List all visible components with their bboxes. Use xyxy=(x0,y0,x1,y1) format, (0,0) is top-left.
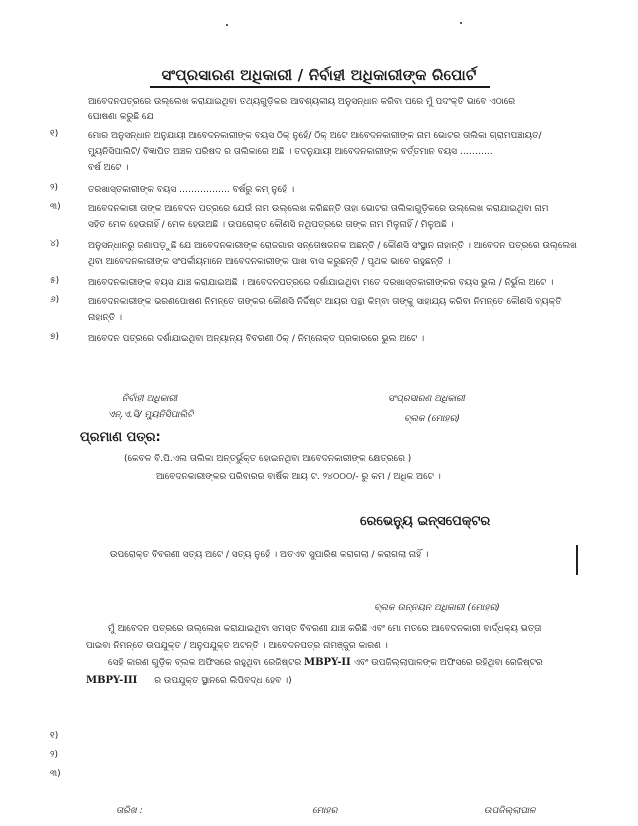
bottom-list-item: ୧) xyxy=(50,731,59,741)
bdo-line-4 xyxy=(86,674,292,688)
bdo-line-1: ମୁଁ ଆବେଦନ ପତ୍ରରେ ଉଲ୍ଲେଖ କରାଯାଇଥିବା ସମସ୍ତ ବିବରଣୀ ଯାଞ୍ଚ କରିଛି ଏବଂ ମୋ ମତରେ ଆବେଦନକାରୀ ବାର୍ଦ୍ଧକ୍ୟ ଭତ୍ତା xyxy=(108,624,542,634)
executive-officer-title: ନିର୍ବାହୀ ଅଧିକାରୀ xyxy=(122,394,178,404)
register-code-mbpy-ii: MBPY-II xyxy=(304,657,351,668)
bdo-line-2: ପାଇବା ନିମନ୍ତେ ଉପଯୁକ୍ତ / ଅନୁପଯୁକ୍ତ ଅଟନ୍ତି । ଆବେଦନପତ୍ର ନାମଞ୍ଜୁର କାରଣ । xyxy=(86,641,388,651)
scan-speck xyxy=(226,24,228,26)
item-number: ୧) xyxy=(50,129,59,139)
item-3-line-2: ସହିତ ମେଳ ହେଉନାହିଁ / ମେଳ ହେଉଅଛି । ଉପରୋକ୍ତ କୌଣସି ନଥିପତ୍ରରେ ତାଙ୍କ ନାମ ମିଳୁନାହିଁ / ମିଳୁଅଛି । xyxy=(88,220,454,230)
item-number: ୭) xyxy=(50,332,60,342)
item-3-line-1: ଆବେଦନକାରୀ ତାଙ୍କ ଆବେଦନ ପତ୍ରରେ ଯେଉଁ ନାମ ଉଲ୍ଲେଖ କରିଛନ୍ତି ତାହା ଭୋଟର ତାଲିକାଗୁଡ଼ିକରେ ଉଲ୍ଲେଖ କରାଯାଇଥିବା ନାମ xyxy=(88,204,549,214)
title-underline xyxy=(150,86,490,88)
extension-officer-title: ସଂପ୍ରସାରଣ ଅଧିକାରୀ xyxy=(388,394,465,404)
intro-line-2: ଘୋଷଣା କରୁଛି ଯେ xyxy=(88,112,154,122)
item-number: ୬) xyxy=(50,295,60,305)
footer-seal-label: ମୋହର xyxy=(312,806,338,816)
footer-sdo-label: ଉପଜିଲ୍ଲାପାଳ xyxy=(484,806,536,816)
item-2-line-1: ତରଖାସ୍ତକାରୀଙ୍କ ବୟସ …………….. ବର୍ଷରୁ କମ୍ ନୁହେଁ । xyxy=(88,185,295,195)
bdo-line-3-post: ଏବଂ ଉପଜିଲ୍ଲାପାଳଙ୍କ ଅଫିସରେ ରହିଥିବା ରେଜିଷ୍ଟର xyxy=(353,658,543,668)
footer-date-label: ତାରିଖ : xyxy=(116,806,143,816)
item-1-line-2: ମ୍ୟୁନିସିପାଲିଟି/ ବିଜ୍ଞାପିତ ଅଞ୍ଚଳ ପରିଷଦ ର ତାଲିକାରେ ଅଛି । ତଦନୁଯାୟୀ ଆବେଦନକାରୀଙ୍କ ବର୍ତ୍ତମାନ ବୟସ ……….. xyxy=(88,147,493,157)
certificate-line-2: ଆବେଦନକାରୀଙ୍କର ପରିବାରର ବାର୍ଷିକ ଆୟ ଟ. ୨୪୦୦୦/- ରୁ କମ / ଅଧିକ ଅଟେ । xyxy=(156,472,441,482)
bdo-line-4-post: ର ଉପଯୁକ୍ତ ସ୍ଥାନରେ ଲିପିବଦ୍ଧ ହେବ ।) xyxy=(154,676,292,686)
bdo-line-3 xyxy=(108,656,543,670)
report-title: ସଂପ୍ରସାରଣ ଅଧିକାରୀ / ନିର୍ବାହୀ ଅଧିକାରୀଙ୍କ ରିପୋର୍ଟ xyxy=(161,66,477,84)
certificate-line-1: (କେବଳ ବି.ପି.ଏଲ ତାଲିକା ଅନ୍ତର୍ଭୁକ୍ତ ହୋଇନଥିବା ଆବେଦନକାରୀଙ୍କ କ୍ଷେତ୍ରରେ ) xyxy=(124,454,412,464)
scan-speck xyxy=(460,22,462,24)
item-4-line-2: ଥିବା ଆବେଦନକାରୀଙ୍କ ସଂପର୍କୀୟମାନେ ଆବେଦନକାରୀଙ୍କ ପାଖ ବାସ କରୁଛନ୍ତି / ପୃଥକ ଭାବେ ରହୁଛନ୍ତି । xyxy=(88,257,451,267)
item-5-line-1: ଆବେଦନକାରୀଙ୍କ ବୟସ ଯାଞ୍ଚ କରାଯାଇଅଛି । ଆବେଦନପତ୍ରରେ ଦର୍ଶାଯାଇଥିବା ମତେ ଦରଖାସ୍ତକାରୀଙ୍କର ବୟସ ଭୁଲ / ନିର୍ଭୁଲ ଅଟେ । xyxy=(88,278,554,288)
margin-mark xyxy=(576,545,578,575)
bottom-list-item: ୨) xyxy=(50,750,58,760)
item-7-line-1: ଆବେଦନ ପତ୍ରରେ ଦର୍ଶାଯାଇଥିବା ଅନ୍ୟାନ୍ୟ ବିବରଣୀ ଠିକ୍ / ନିମ୍ନୋକ୍ତ ପ୍ରକାରରେ ଭୁଲ ଅଟେ । xyxy=(88,334,425,344)
item-number: ୫) xyxy=(50,276,60,286)
bdo-line-3-pre: ସେହି କାରଣ ଗୁଡ଼ିକ ବ୍ଲକ ଅଫିସରେ ରହୁଥିବା ରେଜିଷ୍ଟର xyxy=(108,658,302,668)
certificate-heading: ପ୍ରମାଣ ପତ୍ର: xyxy=(80,430,161,445)
bottom-list-item: ୩) xyxy=(50,769,61,779)
item-6-line-2: ନାହାନ୍ତି । xyxy=(88,313,123,323)
block-seal-label: ବ୍ଲକ (ମୋହର) xyxy=(404,414,460,424)
item-1-line-1: ମୋର ଅନୁସନ୍ଧାନ ଅନୁଯାୟୀ ଆବେଦନକାରୀଙ୍କ ବୟସ ଠିକ୍ ନୁହେଁ/ ଠିକ୍ ଅଟେ ଆବେଦନକାରୀଙ୍କ ନାମ ଭୋଟର ତାଲିକା ଗ୍ରାମପଞ୍ଚାୟତ/ xyxy=(88,131,542,141)
nac-municipality-label: ଏନ୍.ଏ.ସି/ ମ୍ୟୁନିସିପାଲିଟି xyxy=(108,410,194,420)
revenue-inspector-heading: ରେଭେନ୍ୟୁ ଇନ୍ସପେକ୍ଟର xyxy=(360,514,491,529)
intro-line-1: ଆବେଦନପତ୍ରରେ ଉଲ୍ଲେଖ କରାଯାଇଥିବା ତଥ୍ୟଗୁଡ଼ିକର ଆବଶ୍ୟକୀୟ ଅନୁସନ୍ଧାନ କରିବା ପରେ ମୁଁ ପଦଂକ୍ତି ଭାବେ ଏଠାରେ xyxy=(88,97,516,107)
bdo-title: ବ୍ଲକ ଉନ୍ନୟନ ଅଧିକାରୀ (ମୋହର) xyxy=(374,603,500,613)
item-number: ୪) xyxy=(50,239,60,249)
item-6-line-1: ଆବେଦନକାରୀଙ୍କ ଭରଣପୋଷଣ ନିମନ୍ତେ ତାଙ୍କର କୌଣସି ନିର୍ଦ୍ଦିଷ୍ଟ ଆୟର ପନ୍ଥା କିମ୍ବା ତାଙ୍କୁ ସାହାଯ୍ୟ କରିବା ନିମନ୍ତେ କୌଣସି ବ୍ୟକ୍ତି xyxy=(88,297,562,307)
item-number: ୩) xyxy=(50,202,61,212)
register-code-mbpy-iii: MBPY-III xyxy=(86,675,138,686)
revenue-inspector-line: ଉପରୋକ୍ତ ବିବରଣୀ ସତ୍ୟ ଅଟେ / ସତ୍ୟ ନୁହେଁ । ଅତଏବ ସୁପାରିଶ କରାଗଲା / କରାଗଲା ନାହିଁ । xyxy=(110,550,429,560)
item-1-line-3: ବର୍ଷ ଅଟେ । xyxy=(88,163,129,173)
item-4-line-1: ଅନୁସନ୍ଧାନରୁ ଜଣାପଡ଼ୁଛି ଯେ ଆବେଦନକାରୀଙ୍କ ରୋଜଗାର ସନ୍ତୋଷଜନକ ଅଛନ୍ତି / କୌଣସି ସଂସ୍ଥାନ ନାହାନ୍ତି । ଆବେଦନ ପତ୍ରରେ ଉଲ୍ଲେଖ xyxy=(88,241,577,251)
item-number: ୨) xyxy=(50,183,58,193)
